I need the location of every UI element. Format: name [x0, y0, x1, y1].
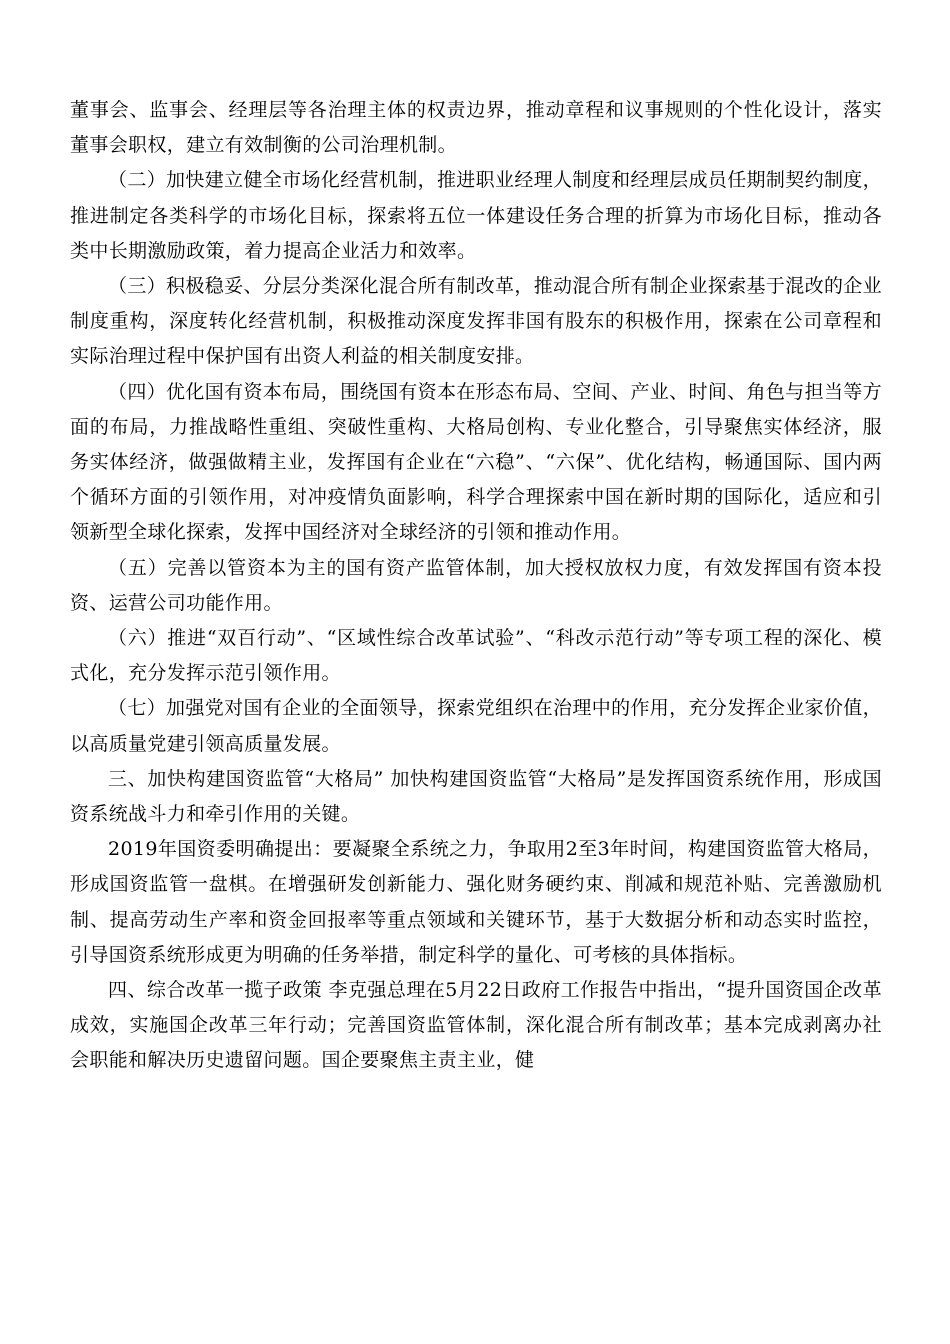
paragraph-section-4-policy-package: 四、综合改革一揽子政策 李克强总理在5月22日政府工作报告中指出，“提升国资国企改革成效，实施国企改革三年行动；完善国资监管体制，深化混合所有制改革；基本完成剥离办社会职能和解决历史遗留问题。国企要聚焦主责主业，健	[70, 979, 882, 1072]
paragraph-item-2-market-mechanism: （二）加快建立健全市场化经营机制，推进职业经理人制度和经理层成员任期制契约制度，推进制定各类科学的市场化目标，探索将五位一体建设任务合理的折算为市场化目标，推动各类中长期激励政策，着力提高企业活力和效率。	[70, 169, 883, 262]
paragraph-section-3-supervision-pattern: 三、加快构建国资监管“大格局” 加快构建国资监管“大格局”是发挥国资系统作用，形成国资系统战斗力和牵引作用的关键。	[70, 767, 882, 826]
paragraph-item-3-mixed-ownership: （三）积极稳妥、分层分类深化混合所有制改革，推动混合所有制企业探索基于混改的企业制度重构，深度转化经营机制，积极推动深度发挥非国有股东的积极作用，探索在公司章程和实际治理过程中保护国有出资人利益的相关制度安排。	[70, 275, 883, 368]
paragraph-item-6-demonstration: （六）推进“双百行动”、“区域性综合改革试验”、“科改示范行动”等专项工程的深化、模式化，充分发挥示范引领作用。	[70, 627, 882, 685]
paragraph-governance-boundaries: 董事会、监事会、经理层等各治理主体的权责边界，推动章程和议事规则的个性化设计，落实董事会职权，建立有效制衡的公司治理机制。	[70, 99, 882, 157]
paragraph-2019-sasac: 2019年国资委明确提出：要凝聚全系统之力，争取用2至3年时间，构建国资监管大格局，形成国资监管一盘棋。在增强研发创新能力、强化财务硬约束、削减和规范补贴、完善激励机制、提高劳动生产率和资金回报率等重点领域和关键环节，基于大数据分析和动态实时监控，引导国资系统形成更为明确的任务举措，制定科学的量化、可考核的具体指标。	[70, 838, 882, 966]
paragraph-item-7-party-leadership: （七）加强党对国有企业的全面领导，探索党组织在治理中的作用，充分发挥企业家价值，以高质量党建引领高质量发展。	[70, 697, 883, 755]
document-body	[70, 93, 882, 1079]
paragraph-item-5-supervision-system: （五）完善以管资本为主的国有资产监管体制，加大授权放权力度，有效发挥国有资本投资、运营公司功能作用。	[70, 556, 882, 614]
paragraph-item-4-capital-layout: （四）优化国有资本布局，围绕国有资本在形态布局、空间、产业、时间、角色与担当等方面的布局，力推战略性重组、突破性重构、大格局创构、专业化整合，引导聚焦实体经济，服务实体经济，做强做精主业，发挥国有企业在“六稳”、“六保”、优化结构，畅通国际、国内两个循环方面的引领作用，对冲疫情负面影响，科学合理探索中国在新时期的国际化，适应和引领新型全球化探索，发挥中国经济对全球经济的引领和推动作用。	[70, 380, 883, 544]
